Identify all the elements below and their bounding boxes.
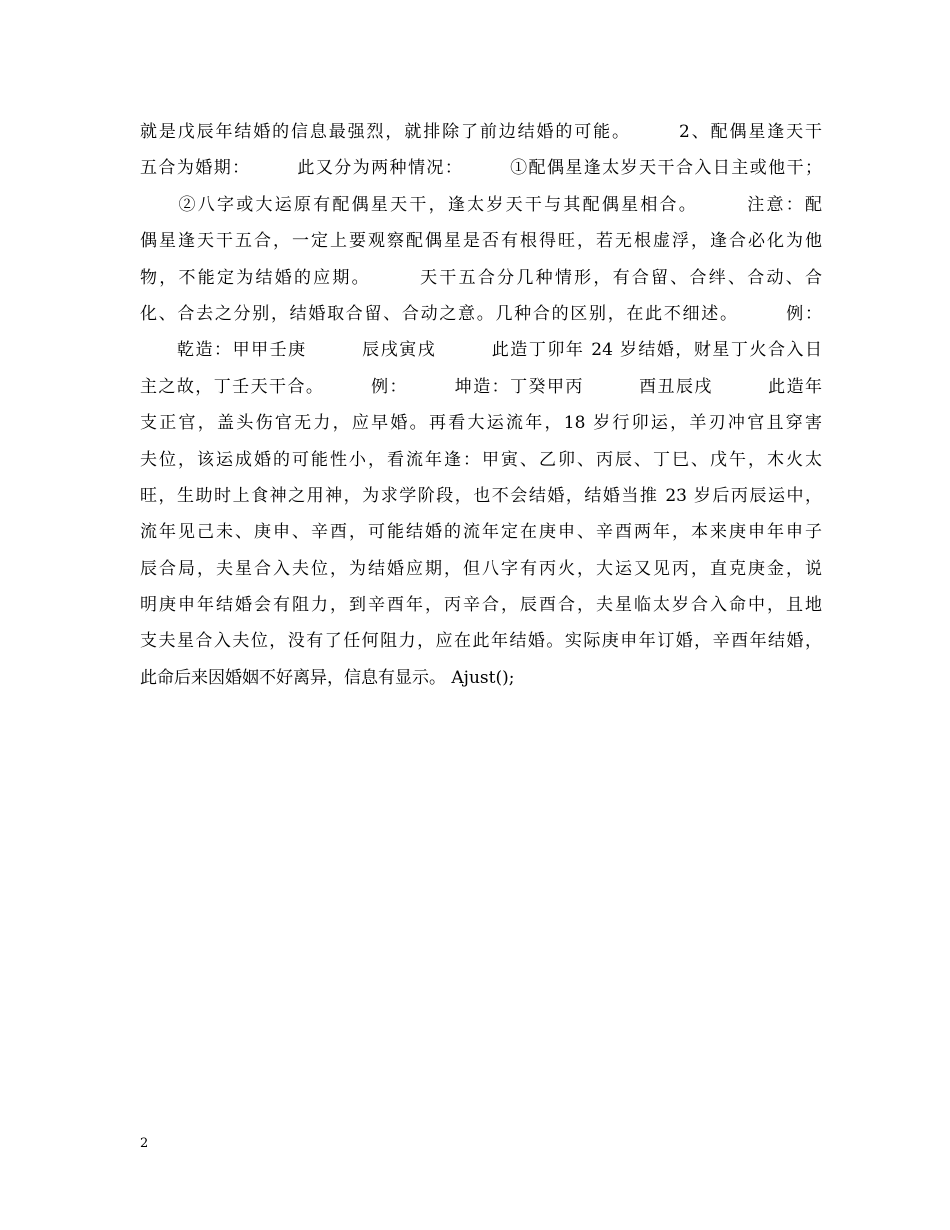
text-line: 此命后来因婚姻不好离异，信息有显示。 Ajust(); [140,667,515,688]
text-line: 就是戊辰年结婚的信息最强烈，就排除了前边结婚的可能。 2、配偶星逢天干 [140,122,822,142]
text-line: 辰合局，夫星合入夫位，为结婚应期，但八字有丙火，大运又见丙，直克庚金，说 [140,558,822,579]
text-line: 乾造：甲甲壬庚 辰戌寅戌 此造丁卯年 24 岁结婚，财星丁火合入日 [140,340,822,361]
text-line: 偶星逢天干五合，一定上要观察配偶星是否有根得旺，若无根虚浮，逢合必化为他 [140,231,822,252]
text-line: 流年见己未、庚申、辛酉，可能结婚的流年定在庚申、辛酉两年，本来庚申年申子 [140,522,822,543]
text-line: 化、合去之分别，结婚取合留、合动之意。几种合的区别，在此不细述。 例： [140,303,822,324]
text-line: 主之故，丁壬天干合。 例： 坤造：丁癸甲丙 酉丑辰戌 此造年 [140,376,822,397]
text-line: 旺，生助时上食神之用神，为求学阶段，也不会结婚，结婚当推 23 岁后丙辰运中， [140,485,822,506]
text-line: 支夫星合入夫位，没有了任何阻力，应在此年结婚。实际庚申年订婚，辛酉年结婚， [140,631,822,652]
text-line: 夫位，该运成婚的可能性小，看流年逢：甲寅、乙卯、丙辰、丁巳、戊午，木火太 [140,449,822,470]
body-text [140,114,822,696]
text-line: 明庚申年结婚会有阻力，到辛酉年，丙辛合，辰酉合，夫星临太岁合入命中，且地 [140,595,822,616]
text-line: 物，不能定为结婚的应期。 天干五合分几种情形，有合留、合绊、合动、合 [140,267,822,288]
text-line: ②八字或大运原有配偶星天干，逢太岁天干与其配偶星相合。 注意：配 [140,194,822,215]
text-line: 五合为婚期： 此又分为两种情况： ①配偶星逢太岁天干合入日主或他干； [140,158,822,179]
text-line: 支正官，盖头伤官无力，应早婚。再看大运流年，18 岁行卯运，羊刃冲官且穿害 [140,413,822,434]
page-number: 2 [140,1136,149,1151]
